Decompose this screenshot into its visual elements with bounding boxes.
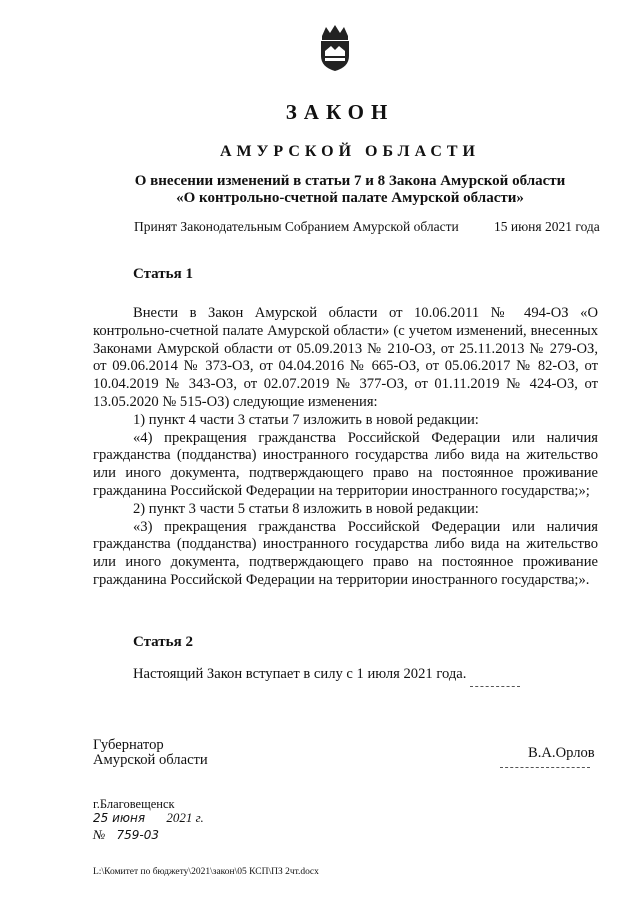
signing-date xyxy=(93,810,204,826)
number-prefix: № xyxy=(93,827,106,842)
handwritten-date: 25 июня xyxy=(93,811,146,825)
decorative-dash xyxy=(470,686,520,687)
signing-year: 2021 г. xyxy=(166,810,204,825)
item2-text: «3) прекращения гражданства Российской Федерации или наличия гражданства (подданства) иностранного государства либо вида на жительство или иного документа, подтверждающего право на постоянное проживание гражданина Российской Федерации на территории иностранного государства;». xyxy=(93,518,598,588)
file-path: L:\Комитет по бюджету\2021\закон\05 КСП\ПЗ 2чт.docx xyxy=(93,867,319,877)
document-title: ЗАКОН xyxy=(285,100,395,124)
coat-of-arms-emblem xyxy=(317,22,353,72)
article1-intro: Внести в Закон Амурской области от 10.06.2011 № 494-ОЗ «О контрольно-счетной палате Амурской области» (с учетом изменений, внесенных Законами Амурской области от 05.09.2013 № 210-ОЗ, от 25.11.2013 № 279-ОЗ, от 09.06.2014 № 373-ОЗ, от 04.04.2016 № 665-ОЗ, от 05.06.2017 № 82-ОЗ, от 10.04.2019 № 343-ОЗ, от 02.07.2019 № 377-ОЗ, от 01.11.2019 № 424-ОЗ, от 13.05.2020 № 515-ОЗ) следующие изменения: xyxy=(93,305,598,410)
article2-text: Настоящий Закон вступает в силу с 1 июля 2021 года. xyxy=(133,666,467,682)
article2-heading: Статья 2 xyxy=(133,634,193,650)
law-subject xyxy=(100,173,600,207)
article1-body xyxy=(93,305,598,590)
region-title: АМУРСКОЙ ОБЛАСТИ xyxy=(220,143,480,160)
signer-position-line1: Губернатор xyxy=(93,737,164,753)
adopted-date: 15 июня 2021 года xyxy=(494,219,600,234)
signer-position xyxy=(93,738,208,768)
law-subject-line2: «О контрольно-счетной палате Амурской области» xyxy=(176,190,524,206)
signer-name: В.А.Орлов xyxy=(528,745,595,761)
item1-heading: 1) пункт 4 части 3 статьи 7 изложить в новой редакции: xyxy=(133,411,479,428)
law-subject-line1: О внесении изменений в статьи 7 и 8 Закона Амурской области xyxy=(134,173,566,189)
article1-heading: Статья 1 xyxy=(133,266,193,282)
item1-text: «4) прекращения гражданства Российской Федерации или наличия гражданства (подданства) иностранного государства либо вида на жительство или иного документа, подтверждающего право на постоянное проживание гражданина Российской Федерации на территории иностранного государства;»; xyxy=(93,429,598,499)
handwritten-number: 759-03 xyxy=(116,828,160,842)
item2-heading: 2) пункт 3 части 5 статьи 8 изложить в новой редакции: xyxy=(133,500,479,517)
law-number xyxy=(93,827,159,843)
signer-position-line2: Амурской области xyxy=(93,752,208,768)
adopted-by: Принят Законодательным Собранием Амурской области xyxy=(134,219,459,234)
signature-line xyxy=(500,767,590,768)
city-name: г.Благовещенск xyxy=(93,797,175,811)
